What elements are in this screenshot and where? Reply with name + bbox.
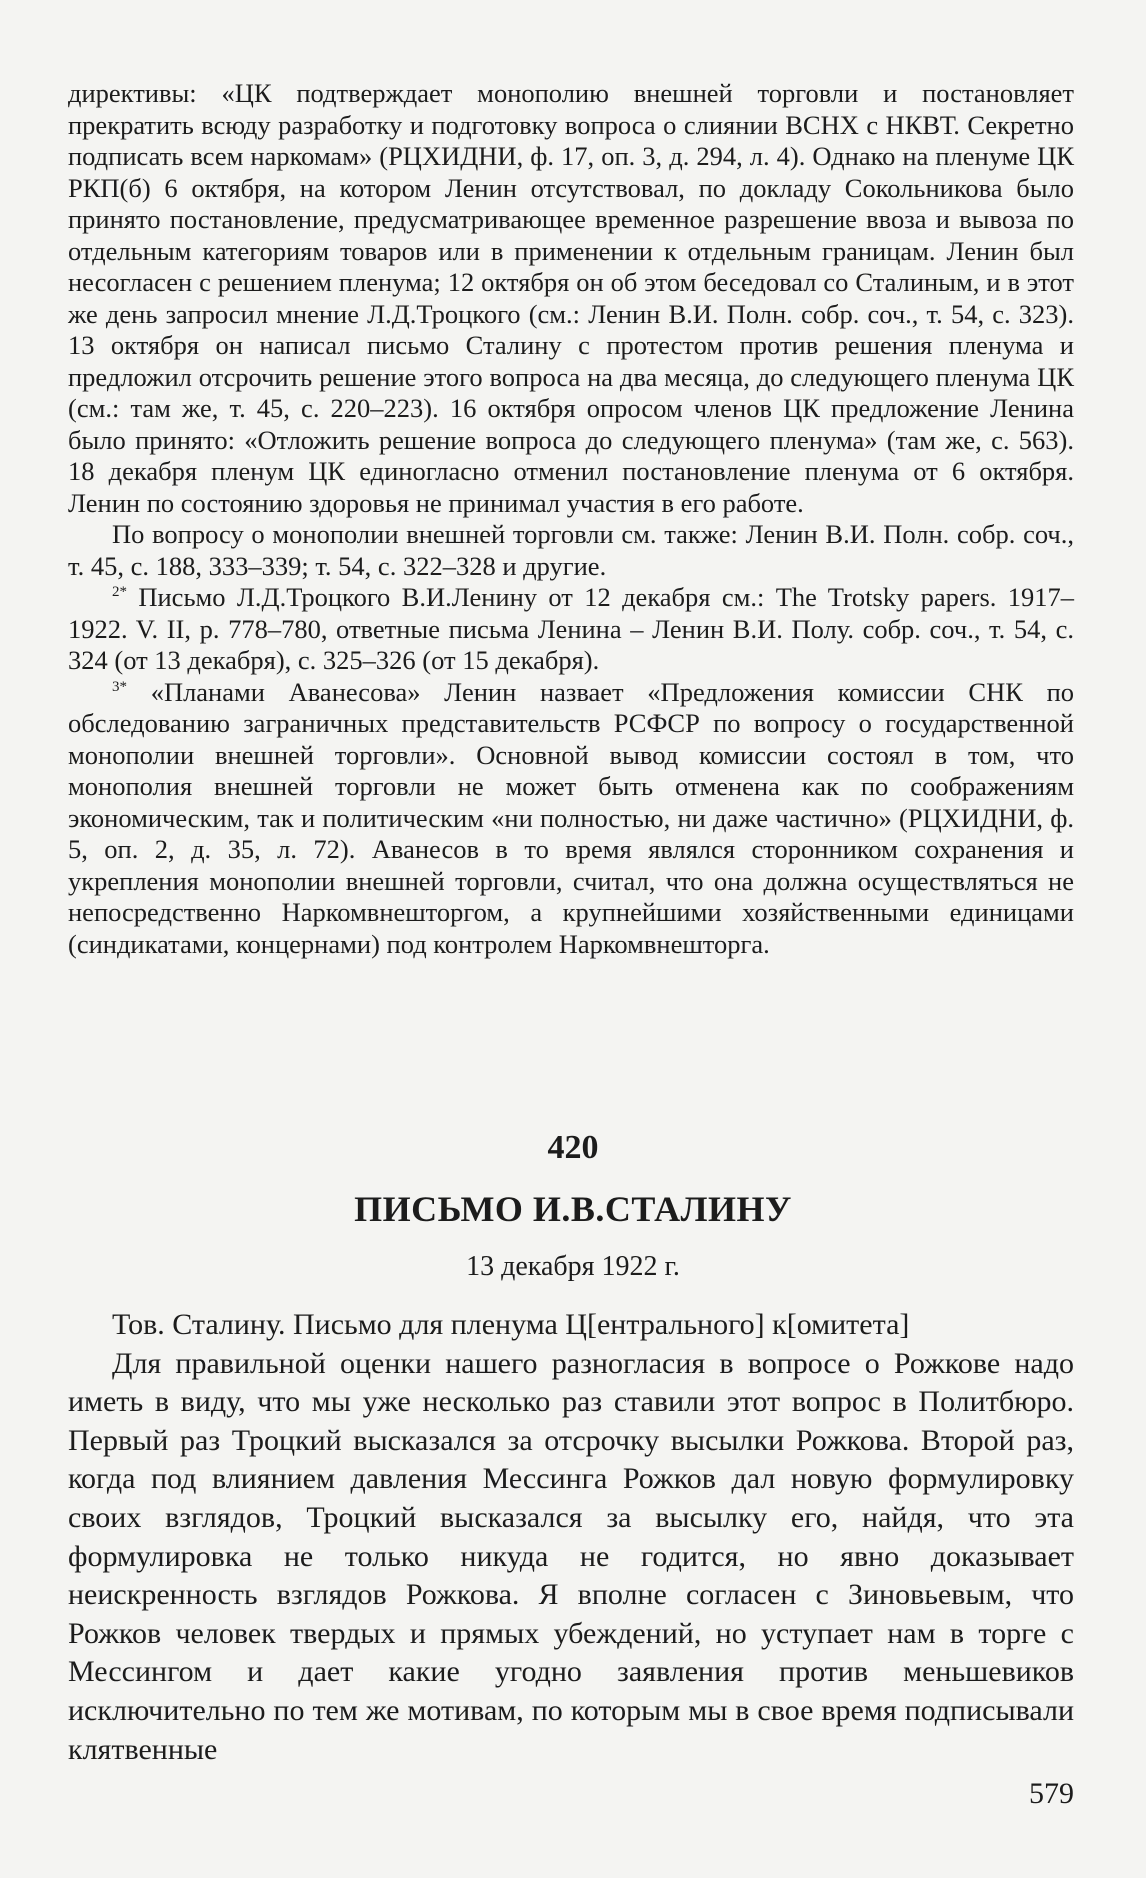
- document-title: ПИСЬМО И.В.СТАЛИНУ: [354, 1189, 792, 1229]
- endnote-text: «Планами Аванесова» Ленин назвает «Предложения комиссии СНК по обследованию заграничных представительств РСФСР по вопросу о государственной монополии внешней торговли». Основной вывод комиссии состоял в том, что монополия внешней торговли не может быть отменена как по соображениям экономическим, так и политическим «ни полностью, ни даже частично» (РЦХИДНИ, ф. 5, оп. 2, д. 35, л. 72). Аванесов в то время являлся сторонником сохранения и укрепления монополии внешней торговли, считал, что она должна осуществляться не непосредственно Наркомвнешторгом, а крупнейшими хозяйственными единицами (синдикатами, концернами) под контролем Наркомвнешторга.: [68, 676, 1074, 959]
- endnote-paragraph: директивы: «ЦК подтверждает монополию внешней торговли и постановляет прекратить всюду разработку и подготовку вопроса о слиянии ВСНХ с НКВТ. Секретно подписать всем наркомам» (РЦХИДНИ, ф. 17, оп. 3, д. 294, л. 4). Однако на пленуме ЦК РКП(б) 6 октября, на котором Ленин отсутствовал, по докладу Сокольникова было принято постановление, предусматривающее временное разрешение ввоза и вывоза по отдельным категориям товаров или в применении к отдельным границам. Ленин был несогласен с решением пленума; 12 октября он об этом беседовал со Сталиным, и в этот же день запросил мнение Л.Д.Троцкого (см.: Ленин В.И. Полн. собр. соч., т. 54, с. 323). 13 октября он написал письмо Сталину с протестом против решения пленума и предложил отсрочить решение этого вопроса на два месяца, до следующего пленума ЦК (см.: там же, т. 45, с. 220–223). 16 октября опросом членов ЦК предложение Ленина было принято: «Отложить решение вопроса до следующего пленума» (там же, с. 563). 18 декабря пленум ЦК единогласно отменил постановление пленума от 6 октября. Ленин по состоянию здоровья не принимал участия в его работе.: [68, 78, 1074, 518]
- endnotes-section: [68, 78, 1074, 960]
- page-number: 579: [1029, 1777, 1074, 1810]
- endnote-paragraph: По вопросу о монополии внешней торговли см. также: Ленин В.И. Полн. собр. соч., т. 45, с. 188, 333–339; т. 54, с. 322–328 и другие.: [68, 519, 1074, 581]
- endnote-2: [68, 582, 1074, 677]
- document-number: 420: [547, 1129, 599, 1166]
- endnote-marker: 3*: [112, 678, 127, 695]
- letter-salutation: Тов. Сталину. Письмо для пленума Ц[ентрального] к[омитета]: [112, 1308, 910, 1341]
- letter-text: [68, 1306, 1074, 1769]
- letter-body: Для правильной оценки нашего разногласия в вопросе о Рожкове надо иметь в виду, что мы уже несколько раз ставили этот вопрос в Политбюро. Первый раз Троцкий высказался за отсрочку высылки Рожкова. Второй раз, когда под влиянием давления Мессинга Рожков дал новую формулировку своих взглядов, Троцкий высказался за высылку его, найдя, что эта формулировка не только никуда не годится, но явно доказывает неискренность взглядов Рожкова. Я вполне согласен с Зиновьевым, что Рожков человек твердых и прямых убеждений, но уступает нам в торге с Мессингом и дает какие угодно заявления против меньшевиков исключительно по тем же мотивам, по которым мы в свое время подписывали клятвенные: [68, 1346, 1074, 1766]
- endnote-3: [68, 677, 1074, 961]
- endnote-text: Письмо Л.Д.Троцкого В.И.Ленину от 12 декабря см.: The Trotsky papers. 1917–1922. V. II, p. 778–780, ответные письма Ленина – Ленин В.И. Полу. собр. соч., т. 54, с. 324 (от 13 декабря), с. 325–326 (от 15 декабря).: [68, 582, 1074, 675]
- document-date: 13 декабря 1922 г.: [466, 1251, 680, 1282]
- endnote-marker: 2*: [112, 584, 127, 601]
